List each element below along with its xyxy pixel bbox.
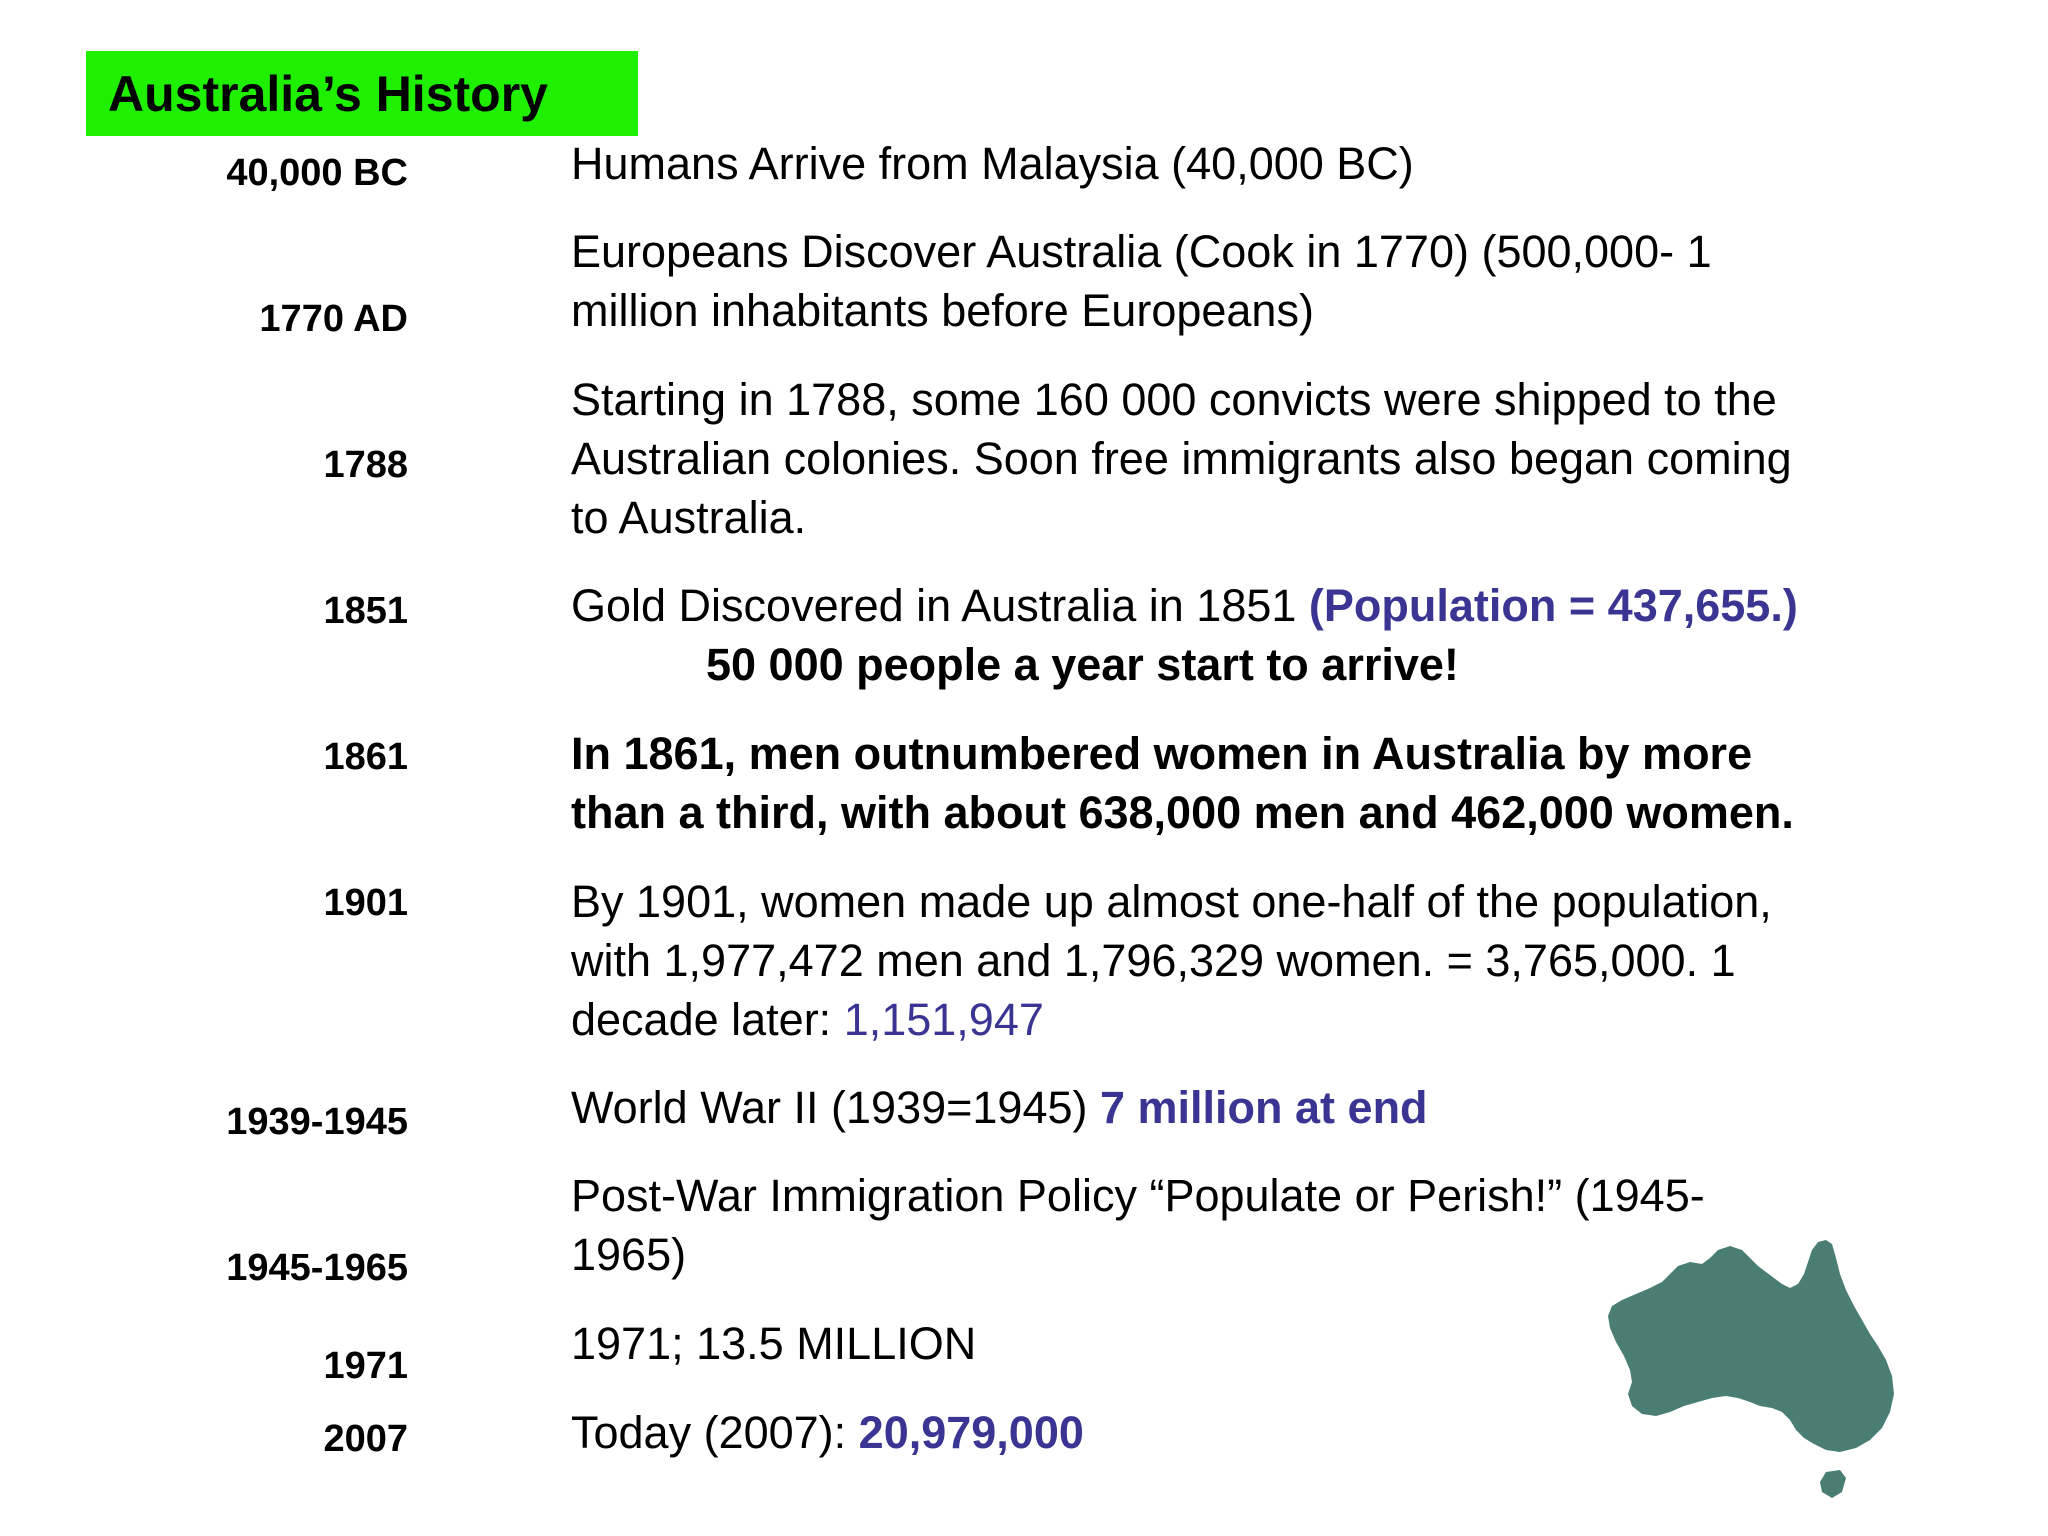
year-label: 1788 [323, 444, 408, 486]
event-text: 1965) [571, 1229, 687, 1280]
year-label: 2007 [323, 1418, 408, 1460]
event-text: World War II (1939=1945) [571, 1082, 1100, 1133]
event-text: Today (2007): [571, 1407, 859, 1458]
population-highlight: 1,151,947 [843, 994, 1044, 1045]
population-highlight: (Population = 437,655.) [1308, 580, 1798, 631]
event-text [571, 990, 1931, 1049]
event-text [571, 1078, 1931, 1137]
event-text: By 1901, women made up almost one-half of the population, [571, 876, 1772, 927]
timeline-event [571, 1078, 1931, 1137]
tasmania-shape [1820, 1470, 1846, 1498]
population-highlight: 20,979,000 [858, 1407, 1084, 1458]
timeline-event [571, 872, 1931, 1049]
event-text: than a third, with about 638,000 men and 462,000 women. [571, 787, 1794, 838]
event-text: with 1,977,472 men and 1,796,329 women. = 3,765,000. 1 [571, 935, 1736, 986]
australia-map-icon [1600, 1236, 1900, 1506]
year-label: 1770 AD [259, 298, 408, 340]
event-text: Starting in 1788, some 160 000 convicts were shipped to the [571, 374, 1777, 425]
event-text: 50 000 people a year start to arrive! [706, 639, 1459, 690]
event-text: Post-War Immigration Policy “Populate or Perish!” (1945- [571, 1170, 1705, 1221]
timeline-event [571, 724, 1931, 842]
event-text: to Australia. [571, 492, 807, 543]
timeline-event [571, 370, 1931, 547]
event-text: Gold Discovered in Australia in 1851 [571, 580, 1309, 631]
event-text: Europeans Discover Australia (Cook in 1770) (500,000- 1 [571, 226, 1712, 277]
event-text: million inhabitants before Europeans) [571, 285, 1314, 336]
year-label: 40,000 BC [226, 152, 408, 194]
year-label: 1971 [323, 1345, 408, 1387]
title-banner [86, 51, 638, 136]
event-text: In 1861, men outnumbered women in Australia by more [571, 728, 1753, 779]
population-highlight: 7 million at end [1100, 1082, 1428, 1133]
year-label: 1851 [323, 590, 408, 632]
event-text: Humans Arrive from Malaysia (40,000 BC) [571, 138, 1414, 189]
event-text: Australian colonies. Soon free immigrants also began coming [571, 433, 1792, 484]
event-text [571, 576, 1931, 635]
timeline-event [571, 222, 1931, 340]
timeline-event [571, 134, 1931, 193]
year-label: 1901 [323, 882, 408, 924]
timeline-event [571, 576, 1931, 694]
year-label: 1861 [323, 736, 408, 778]
year-label: 1939-1945 [226, 1101, 408, 1143]
page-title: Australia’s History [108, 66, 548, 122]
event-text: decade later: [571, 994, 844, 1045]
australia-mainland-shape [1608, 1240, 1894, 1452]
year-label: 1945-1965 [226, 1247, 408, 1289]
event-text: 1971; 13.5 MILLION [571, 1318, 977, 1369]
